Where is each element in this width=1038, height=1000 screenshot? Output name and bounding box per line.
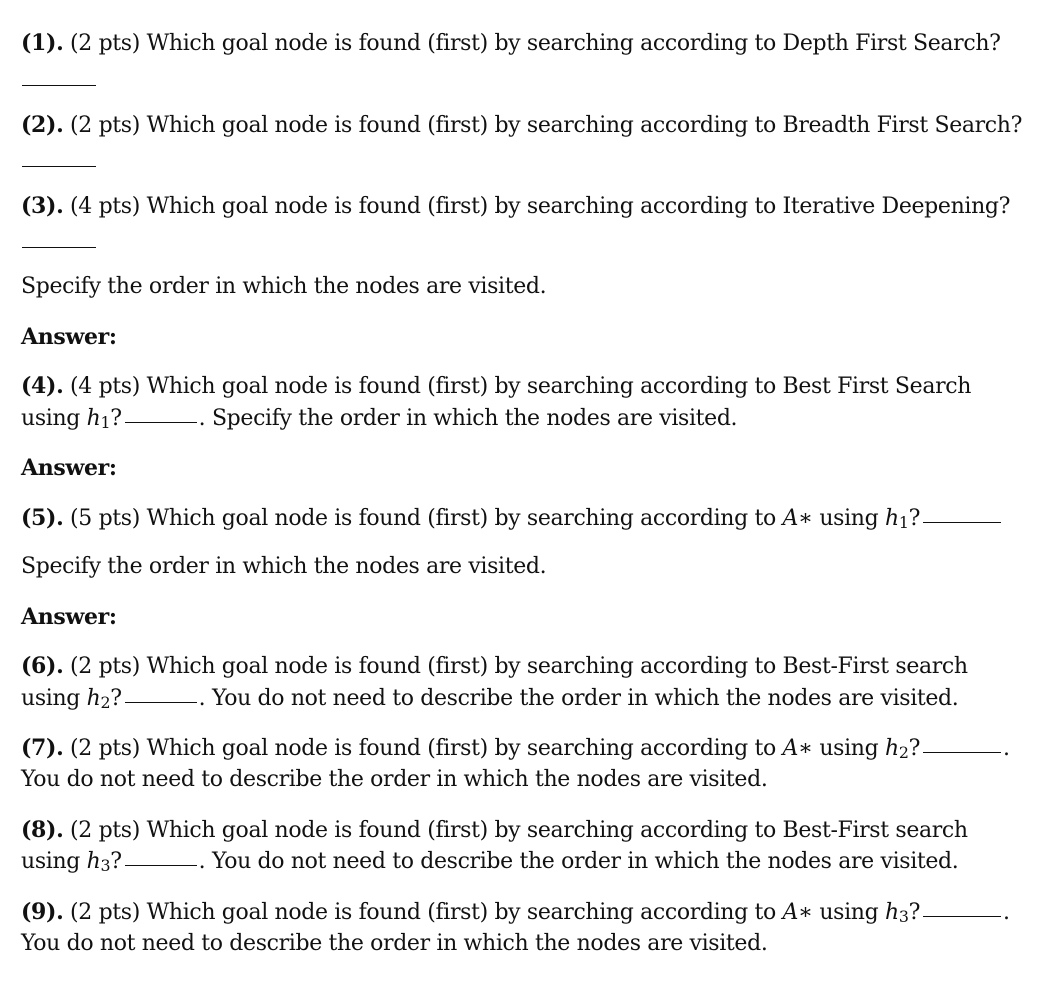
question-2 [21, 109, 1022, 142]
question-9-line-1 [21, 896, 1010, 930]
question-5-number: (5). [21, 505, 64, 531]
question-6-question-mark: ? [110, 686, 122, 711]
question-6-using: using [21, 686, 87, 711]
question-4-heuristic-subscript: 1 [100, 412, 111, 432]
question-2-number: (2). [21, 112, 64, 138]
question-9-heuristic-subscript: 3 [898, 906, 909, 926]
question-8-number: (8). [21, 817, 64, 843]
question-8-follow-up: . You do not need to describe the order in which the nodes are visited. [198, 849, 959, 874]
question-4-answer-label: Answer: [21, 455, 117, 481]
question-6-follow-up: . You do not need to describe the order in which the nodes are visited. [198, 686, 959, 711]
question-5-answer-blank [923, 521, 1001, 523]
question-4-using: using [21, 406, 87, 431]
question-5-astar: A∗ [782, 506, 813, 531]
question-4-question-mark: ? [110, 406, 122, 431]
question-1-text: (2 pts) Which goal node is found (first) by searching according to Depth First Search? [70, 31, 1001, 56]
question-8-heuristic-subscript: 3 [100, 855, 111, 875]
question-9-question-mark: ? [908, 900, 921, 925]
question-6-heuristic-subscript: 2 [100, 692, 111, 712]
question-3 [21, 190, 1010, 223]
question-6-answer-blank [125, 701, 197, 703]
question-9-text: (2 pts) Which goal node is found (first) by searching according to [70, 900, 783, 925]
question-9-answer-blank [923, 915, 1001, 917]
question-9-period: . [1003, 900, 1010, 925]
question-7-question-mark: ? [908, 736, 921, 761]
question-9-line-2: You do not need to describe the order in which the nodes are visited. [21, 931, 768, 956]
question-7-line-1 [21, 732, 1010, 766]
question-9-heuristic: h [885, 900, 899, 925]
question-4-follow-up: . Specify the order in which the nodes are visited. [198, 406, 738, 431]
question-7-using: using [812, 736, 885, 761]
question-4-line-2 [21, 403, 737, 436]
question-8-line-1 [21, 814, 968, 847]
question-7-astar: A∗ [782, 736, 813, 761]
question-5-answer-label: Answer: [21, 604, 117, 630]
question-6-line-2 [21, 683, 958, 716]
question-4-text: (4 pts) Which goal node is found (first) by searching according to Best First Search [70, 374, 972, 399]
question-4-number: (4). [21, 373, 64, 399]
question-8-text: (2 pts) Which goal node is found (first) by searching according to Best-First search [70, 818, 968, 843]
question-6-number: (6). [21, 653, 64, 679]
question-3-text: (4 pts) Which goal node is found (first) by searching according to Iterative Deepening? [70, 194, 1011, 219]
question-3-answer-blank [22, 246, 96, 248]
question-4-heuristic: h [86, 406, 101, 431]
question-7-period: . [1003, 736, 1010, 761]
question-1-answer-blank [22, 84, 96, 86]
question-5-question-mark: ? [908, 506, 921, 531]
question-5-using: using [812, 506, 885, 531]
question-4-answer-blank [125, 421, 197, 423]
question-1 [21, 27, 1001, 60]
question-5-heuristic: h [885, 506, 899, 531]
question-5-text: (5 pts) Which goal node is found (first) by searching according to [70, 506, 783, 531]
question-3-number: (3). [21, 193, 64, 219]
question-8-line-2 [21, 846, 958, 879]
question-1-number: (1). [21, 30, 64, 56]
question-8-heuristic: h [86, 849, 101, 874]
question-7-text: (2 pts) Which goal node is found (first) by searching according to [70, 736, 783, 761]
question-7-heuristic-subscript: 2 [898, 742, 909, 762]
question-3-answer-label: Answer: [21, 324, 117, 350]
question-9-astar: A∗ [782, 900, 813, 925]
question-5-line-1 [21, 502, 1003, 536]
question-7-answer-blank [923, 751, 1001, 753]
question-9-number: (9). [21, 899, 64, 925]
question-7-number: (7). [21, 735, 64, 761]
question-2-answer-blank [22, 165, 96, 167]
question-4-line-1 [21, 370, 971, 403]
question-9-using: using [812, 900, 885, 925]
question-6-heuristic: h [86, 686, 101, 711]
question-8-answer-blank [125, 864, 197, 866]
question-3-follow-up: Specify the order in which the nodes are visited. [21, 274, 547, 299]
question-6-line-1 [21, 650, 968, 683]
question-8-using: using [21, 849, 87, 874]
question-7-line-2: You do not need to describe the order in which the nodes are visited. [21, 767, 768, 792]
question-5-follow-up: Specify the order in which the nodes are visited. [21, 554, 547, 579]
question-5-heuristic-subscript: 1 [898, 512, 909, 532]
question-6-text: (2 pts) Which goal node is found (first) by searching according to Best-First search [70, 654, 968, 679]
question-7-heuristic: h [885, 736, 899, 761]
question-2-text: (2 pts) Which goal node is found (first) by searching according to Breadth First Search? [70, 113, 1023, 138]
question-8-question-mark: ? [110, 849, 122, 874]
